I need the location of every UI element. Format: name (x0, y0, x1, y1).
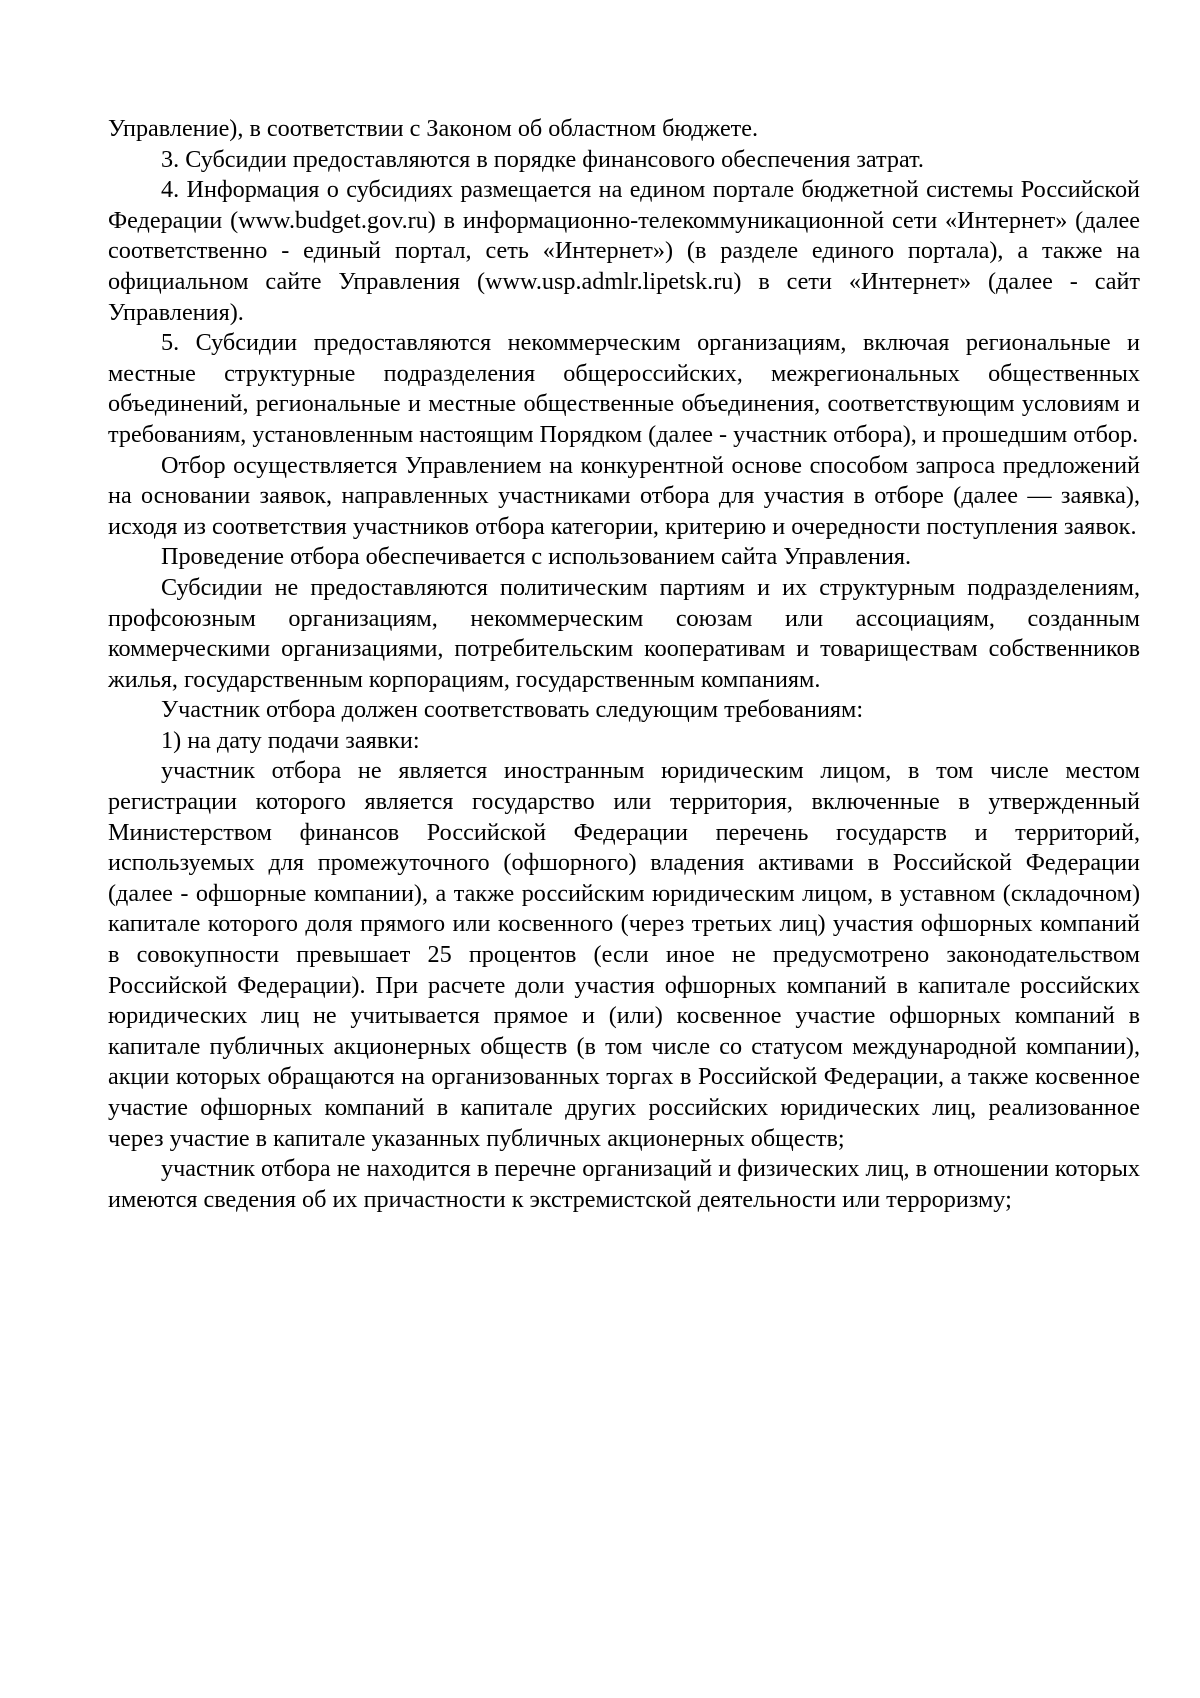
paragraph-offshore: участник отбора не является иностранным юридическим лицом, в том числе местом регистрации которого является государство или территория, включенные в утвержденный Министерством финансов Российской Федерации перечень государств и территорий, используемых для промежуточного (офшорного) владения активами в Российской Федерации (далее - офшорные компании), а также российским юридическим лицом, в уставном (складочном) капитале которого доля прямого или косвенного (через третьих лиц) участия офшорных компаний в совокупности превышает 25 процентов (если иное не предусмотрено законодательством Российской Федерации). При расчете доли участия офшорных компаний в капитале российских юридических лиц не учитывается прямое и (или) косвенное участие офшорных компаний в капитале публичных акционерных обществ (в том числе со статусом международной компании), акции которых обращаются на организованных торгах в Российской Федерации, а также косвенное участие офшорных компаний в капитале других российских юридических лиц, реализованное через участие в капитале указанных публичных акционерных обществ; (108, 757, 1140, 1152)
paragraph-item-3: 3. Субсидии предоставляются в порядке финансового обеспечения затрат. (161, 145, 924, 173)
paragraph-exclusions: Субсидии не предоставляются политическим партиям и их структурным подразделениям, профсоюзным организациям, некоммерческим союзам или ассоциациям, созданным коммерческими организациями, потребительским кооперативам и товариществам собственников жилья, государственным корпорациям, государственным компаниям. (108, 573, 1140, 693)
paragraph-selection-site: Проведение отбора обеспечивается с использованием сайта Управления. (161, 543, 912, 571)
document-page (108, 114, 1140, 1215)
paragraph-item-4: 4. Информация о субсидиях размещается на едином портале бюджетной системы Российской Федерации (www.budget.gov.ru) в информационно-телекоммуникационной сети «Интернет» (далее соответственно - единый портал, сеть «Интернет») (в разделе единого портала), а также на официальном сайте Управления (www.usp.admlr.lipetsk.ru) в сети «Интернет» (далее - сайт Управления). (108, 176, 1140, 326)
paragraph-extremism: участник отбора не находится в перечне организаций и физических лиц, в отношении которых имеются сведения об их причастности к экстремистской деятельности или терроризму; (108, 1155, 1140, 1213)
paragraph-continuation: Управление), в соответствии с Законом об областном бюджете. (108, 115, 759, 142)
paragraph-requirement-1: 1) на дату подачи заявки: (161, 726, 420, 754)
paragraph-requirements-intro: Участник отбора должен соответствовать следующим требованиям: (161, 696, 864, 724)
paragraph-selection: Отбор осуществляется Управлением на конкурентной основе способом запроса предложений на основании заявок, направленных участниками отбора для участия в отборе (далее — заявка), исходя из соответствия участников отбора категории, критерию и очередности поступления заявок. (108, 451, 1140, 540)
paragraph-item-5: 5. Субсидии предоставляются некоммерческим организациям, включая региональные и местные структурные подразделения общероссийских, межрегиональных общественных объединений, региональные и местные общественные объединения, соответствующим условиям и требованиям, установленным настоящим Порядком (далее - участник отбора), и прошедшим отбор. (108, 329, 1140, 448)
